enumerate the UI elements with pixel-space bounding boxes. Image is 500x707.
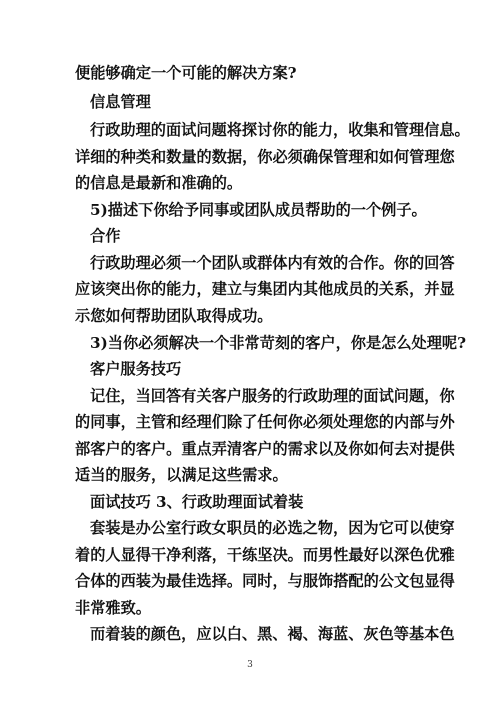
paragraph-line: 便能够确定一个可能的解决方案? (75, 64, 297, 82)
paragraph-line: 应该突出你的能力，建立与集团内其他成员的关系，并显 (75, 280, 455, 298)
paragraph-line: 详细的种类和数量的数据，你必须确保管理和如何管理您 (75, 148, 455, 166)
paragraph-line: 非常雅致。 (75, 599, 151, 617)
question-heading: 5)描述下你给予同事或团队成员帮助的一个例子。 (90, 201, 427, 219)
paragraph-line: 合体的西装为最佳选择。同时，与服饰搭配的公文包显得 (75, 572, 455, 590)
paragraph-line: 行政助理必须一个团队或群体内有效的合作。你的回答 (90, 254, 455, 272)
page-number: 3 (247, 660, 253, 670)
section-heading: 面试技巧 3、行政助理面试着装 (90, 493, 304, 511)
paragraph-line: 适当的服务，以满足这些需求。 (75, 466, 288, 484)
paragraph-line: 部客户的客户。重点弄清客户的需求以及你如何去对提供 (75, 440, 455, 458)
paragraph-line: 示您如何帮助团队取得成功。 (75, 307, 273, 325)
paragraph-line: 的同事，主管和经理们除了任何你必须处理您的内部与外 (75, 413, 455, 431)
paragraph-line: 而着装的颜色，应以白、黑、褐、海蓝、灰色等基本色 (90, 625, 455, 643)
section-heading: 信息管理 (90, 93, 151, 111)
paragraph-line: 的信息是最新和准确的。 (75, 174, 243, 192)
question-heading: 3)当你必须解决一个非常苛刻的客户，你是怎么处理呢? (90, 334, 466, 352)
section-heading: 客户服务技巧 (90, 360, 182, 378)
paragraph-line: 行政助理的面试问题将探讨你的能力，收集和管理信息。 (90, 121, 470, 139)
section-heading: 合作 (90, 227, 121, 245)
paragraph-line: 着的人显得干净利落，干练坚决。而男性最好以深色优雅 (75, 546, 455, 564)
paragraph-line: 记住，当回答有关客户服务的行政助理的面试问题，你 (90, 387, 455, 405)
paragraph-line: 套装是办公室行政女职员的必选之物，因为它可以使穿 (90, 519, 455, 537)
